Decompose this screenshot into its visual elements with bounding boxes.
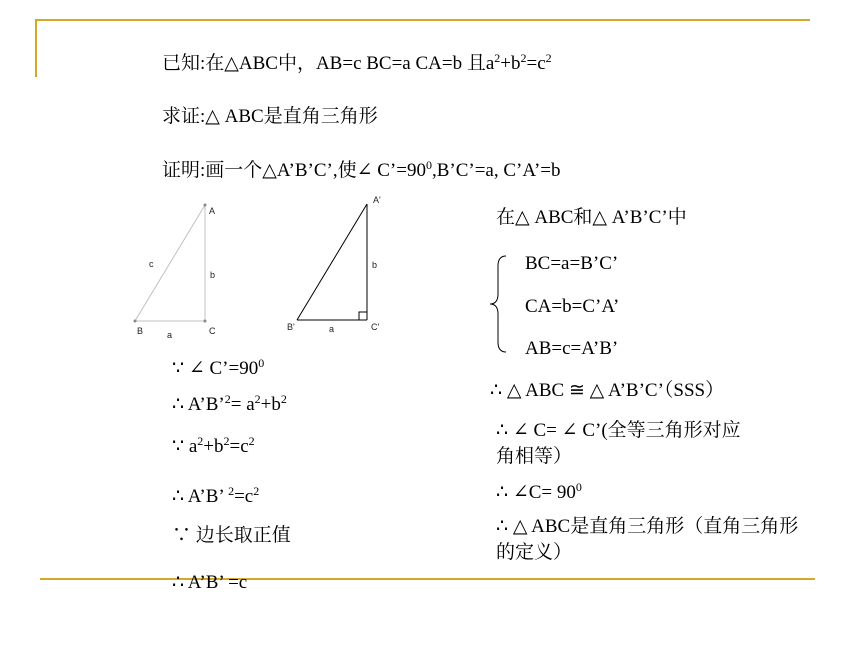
congruence-intro: 在△ ABC和△ A’B’C’中 [496, 207, 687, 228]
left-rule [35, 19, 37, 77]
prove-statement: 求证:△ ABC是直角三角形 [162, 106, 378, 127]
triangle-abc [125, 195, 225, 340]
step-angle-c-90: ∴ ∠C= $90^0$ [496, 480, 582, 503]
right-angle-mark [359, 312, 367, 320]
bottom-rule [40, 578, 815, 580]
step-given-pythag: ∵ $a^2+b^2=c^2$ [172, 434, 255, 457]
side-c [135, 205, 205, 321]
step-ab-prime-eq-c-squared: ∴ A’B’ $^2=c^2$ [172, 484, 260, 507]
step-angle-c-prime: ∵ ∠ $C’=90^0$ [172, 356, 265, 379]
vertex-b [134, 320, 137, 323]
step-angle-equal: ∴ ∠ C= ∠ C’(全等三角形对应角相等） [496, 420, 741, 467]
proof-statement: 证明:画一个△A’B’C’,使∠ $C’=90^0,B’C’=a$, C’A’=b [162, 158, 561, 181]
brace-line-ca: CA=b=C’A’ [525, 296, 620, 317]
label-c: c [149, 259, 154, 269]
step-ab-prime-squared: ∴ A’B’$^2$= $a^2+b^2$ [172, 392, 287, 415]
label-b: b [210, 270, 216, 280]
brace-line-bc: BC=a=B’C’ [525, 253, 619, 274]
step-congruent: ∴ △ ABC ≅ △ A’B’C’（SSS） [490, 380, 725, 401]
step-conclusion: ∴ △ ABC是直角三角形（直角三角形的定义） [496, 516, 799, 563]
label-a-prime: a [329, 324, 335, 334]
side-ab [297, 204, 367, 320]
brace-line-ab: AB=c=A’B’ [525, 338, 619, 359]
label-B-prime: B' [287, 322, 295, 332]
label-C: C [209, 326, 216, 336]
vertex-c [204, 320, 207, 323]
step-ab-prime-eq-c: ∴ A’B’ =c [172, 572, 248, 593]
label-a: a [167, 330, 173, 340]
brace [488, 252, 512, 356]
top-rule [35, 19, 810, 21]
label-A: A [209, 206, 216, 216]
label-B: B [137, 326, 144, 336]
triangle-a1b1c1 [285, 192, 390, 340]
label-b-prime: b [372, 260, 378, 270]
label-A-prime: A' [373, 195, 381, 205]
given-statement: 已知:在△ABC中，AB=c BC=a CA=b 且$a^2+b^2=c^2$ [162, 51, 552, 74]
vertex-a [204, 204, 207, 207]
label-C-prime: C' [371, 322, 380, 332]
step-positive-length: ∵ 边长取正值 [172, 525, 291, 546]
